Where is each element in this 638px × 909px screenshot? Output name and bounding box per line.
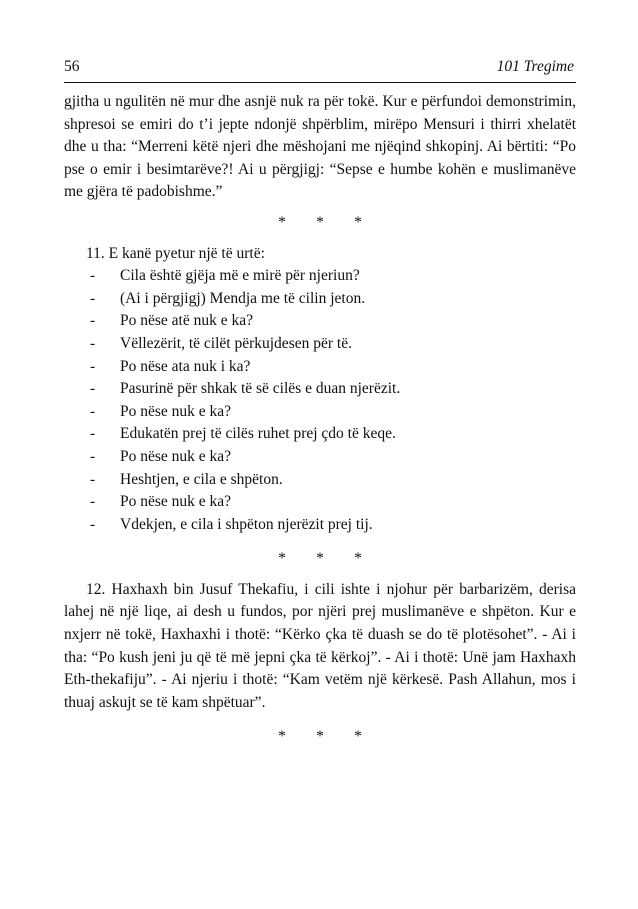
dialogue-line: - Po nëse nuk e ka? bbox=[90, 493, 232, 511]
story-end-paragraph: gjitha u ngulitën në mur dhe asnjë nuk ra për tokë. Kur e përfundoi demonstrimin, shpresoi se emiri do t’i jepte ndonjë shpërblim, mirëpo Mensuri i thirri xhelatët dhe u tha: “Merreni këtë njeri dhe mëshojani me njëqind shkopinj. Ai bërtiti: “Po pse o emir i besimtarëve?! Ai u përgjigj: “Sepse e humbe kohën e muslimanëve me gjëra të padobishme.” bbox=[64, 93, 576, 201]
page-body bbox=[64, 91, 576, 749]
separator-star: * bbox=[316, 728, 324, 746]
dialogue-line: - (Ai i përgjigj) Mendja me të cilin jeton. bbox=[90, 289, 366, 307]
story-11-dialogue bbox=[64, 265, 576, 536]
dialogue-line: - Pasurinë për shkak të së cilës e duan njerëzit. bbox=[90, 380, 401, 398]
dialogue-line: - Po nëse ata nuk i ka? bbox=[90, 357, 251, 375]
separator-star: * bbox=[278, 213, 286, 231]
page-header bbox=[64, 56, 576, 83]
separator-star: * bbox=[354, 550, 362, 568]
page-number: 56 bbox=[64, 58, 80, 75]
dialogue-line: - Heshtjen, e cila e shpëton. bbox=[90, 470, 283, 488]
story-12-paragraph: 12. Haxhaxh bin Jusuf Thekafiu, i cili ishte i njohur për barbarizëm, derisa lahej në një liqe, ai desh u fundos, por njëri prej muslimanëve e shpëton. Kur e nxjerr në tokë, Haxhaxhi i thotë: “Kërko çka të duash se do të plotësohet”. - Ai i tha: “Po kush jeni ju që të më jepni çka të kërkoj”. - Ai i thotë: Unë jam Haxhaxh Eth-thekafiju”. - Ai njeriu i thotë: “Kam vetëm një kërkesë. Pash Allahun, mos i thuaj askujt se të kam shpëtuar”. bbox=[64, 580, 576, 711]
section-separator-3 bbox=[64, 726, 576, 749]
dialogue-line: - Po nëse nuk e ka? bbox=[90, 447, 232, 465]
dialogue-line: - Po nëse atë nuk e ka? bbox=[90, 312, 253, 330]
running-title: 101 Tregime bbox=[496, 58, 574, 75]
separator-star: * bbox=[316, 213, 324, 231]
dialogue-line: - Vëllezërit, të cilët përkujdesen për të. bbox=[90, 334, 352, 352]
separator-star: * bbox=[354, 728, 362, 746]
dialogue-line: - Edukatën prej të cilës ruhet prej çdo të keqe. bbox=[90, 425, 396, 443]
separator-star: * bbox=[278, 728, 286, 746]
separator-star: * bbox=[316, 550, 324, 568]
dialogue-line: - Po nëse nuk e ka? bbox=[90, 402, 232, 420]
dialogue-line: - Cila është gjëja më e mirë për njeriun? bbox=[90, 267, 360, 285]
story-11-intro: 11. E kanë pyetur një të urtë: bbox=[86, 244, 265, 262]
separator-star: * bbox=[354, 213, 362, 231]
section-separator-1 bbox=[64, 212, 576, 235]
dialogue-line: - Vdekjen, e cila i shpëton njerëzit prej tij. bbox=[90, 515, 373, 533]
separator-star: * bbox=[278, 550, 286, 568]
section-separator-2 bbox=[64, 548, 576, 571]
